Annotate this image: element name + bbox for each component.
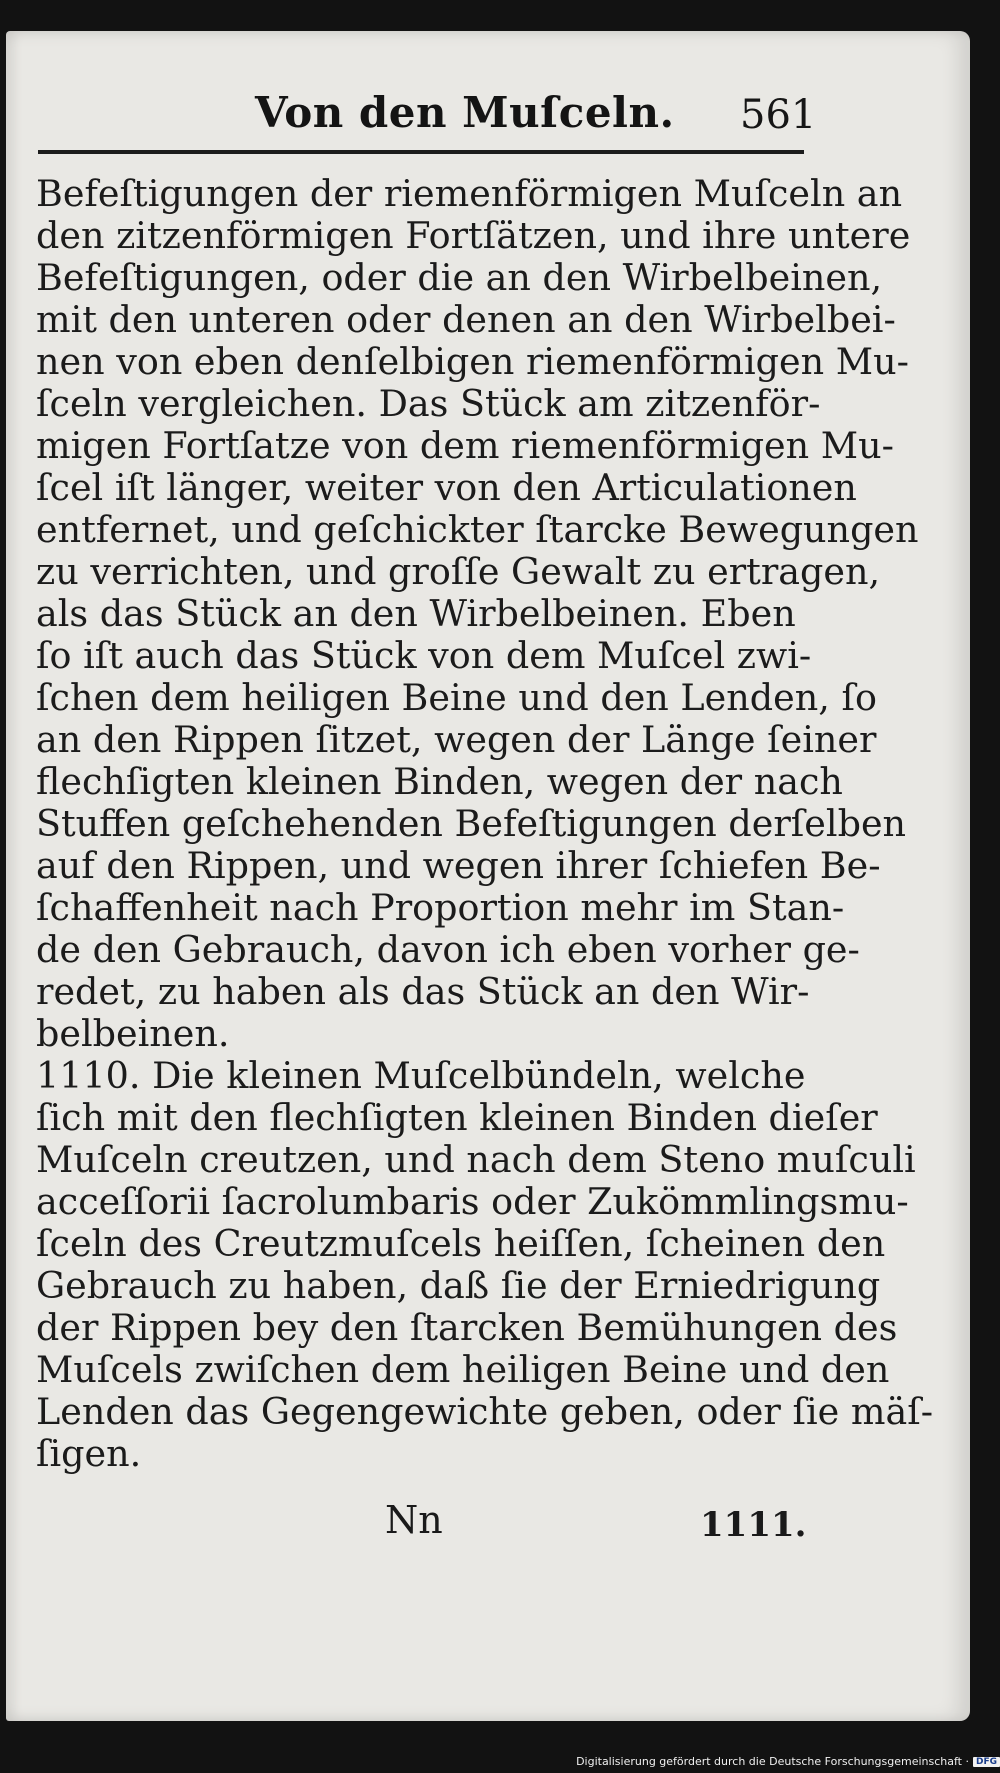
text-line: entfernet, und geſchickter ſtarcke Bewegungen (36, 508, 919, 551)
text-line: ſigen. (36, 1432, 142, 1475)
signature-mark: Nn (385, 1498, 443, 1542)
running-title: Von den Muſceln. (255, 88, 675, 137)
text-line: als das Stück an den Wirbelbeinen. Eben (36, 592, 796, 635)
text-line: Befeſtigungen der riemenförmigen Muſceln an (36, 172, 903, 215)
text-line: ſchen dem heiligen Beine und den Lenden, ſo (36, 676, 877, 719)
page-number: 561 (740, 92, 817, 138)
text-line: ſich mit den flechſigten kleinen Binden dieſer (36, 1096, 878, 1139)
text-line: acceſſorii ſacrolumbaris oder Zukömmlingsmu- (36, 1180, 909, 1223)
text-line: mit den unteren oder denen an den Wirbelbei- (36, 298, 896, 341)
text-line: Befeſtigungen, oder die an den Wirbelbeinen, (36, 256, 883, 299)
text-line: flechſigten kleinen Binden, wegen der nach (36, 760, 843, 803)
text-line: ſceln vergleichen. Das Stück am zitzenför- (36, 382, 821, 425)
digitization-credit-text: Digitalisierung gefördert durch die Deutsche Forschungsgemeinschaft · (576, 1755, 969, 1768)
dfg-logo: DFG (973, 1757, 1000, 1767)
text-line: ſo iſt auch das Stück von dem Muſcel zwi- (36, 634, 812, 677)
text-line: der Rippen bey den ſtarcken Bemühungen des (36, 1306, 898, 1349)
text-line: Muſceln creutzen, und nach dem Steno muſculi (36, 1138, 916, 1181)
text-line: Muſcels zwiſchen dem heiligen Beine und den (36, 1348, 890, 1391)
text-line: Lenden das Gegengewichte geben, oder ſie mäſ- (36, 1390, 934, 1433)
text-line: an den Rippen ſitzet, wegen der Länge ſeiner (36, 718, 877, 761)
text-line: ſcel iſt länger, weiter von den Articulationen (36, 466, 857, 509)
text-line: belbeinen. (36, 1012, 230, 1055)
text-line: den zitzenförmigen Fortſätzen, und ihre untere (36, 214, 911, 257)
text-line: redet, zu haben als das Stück an den Wir- (36, 970, 810, 1013)
digitization-credit (576, 1755, 1000, 1768)
text-line: ſceln des Creutzmuſcels heiſſen, ſcheinen den (36, 1222, 886, 1265)
text-line: Gebrauch zu haben, daß ſie der Erniedrigung (36, 1264, 881, 1307)
text-line: migen Fortſatze von dem riemenförmigen Mu- (36, 424, 894, 467)
text-line: auf den Rippen, und wegen ihrer ſchiefen Be- (36, 844, 881, 887)
paragraph-start-line: 1110. Die kleinen Muſcelbündeln, welche (36, 1054, 806, 1097)
text-line: Stuffen geſchehenden Befeſtigungen derſelben (36, 802, 907, 845)
header-rule (38, 150, 804, 154)
text-line: nen von eben denſelbigen riemenförmigen Mu- (36, 340, 909, 383)
text-line: zu verrichten, und groſſe Gewalt zu ertragen, (36, 550, 881, 593)
text-line: ſchaffenheit nach Proportion mehr im Stan- (36, 886, 845, 929)
catchword: 1111. (700, 1505, 807, 1545)
text-line: de den Gebrauch, davon ich eben vorher ge- (36, 928, 860, 971)
